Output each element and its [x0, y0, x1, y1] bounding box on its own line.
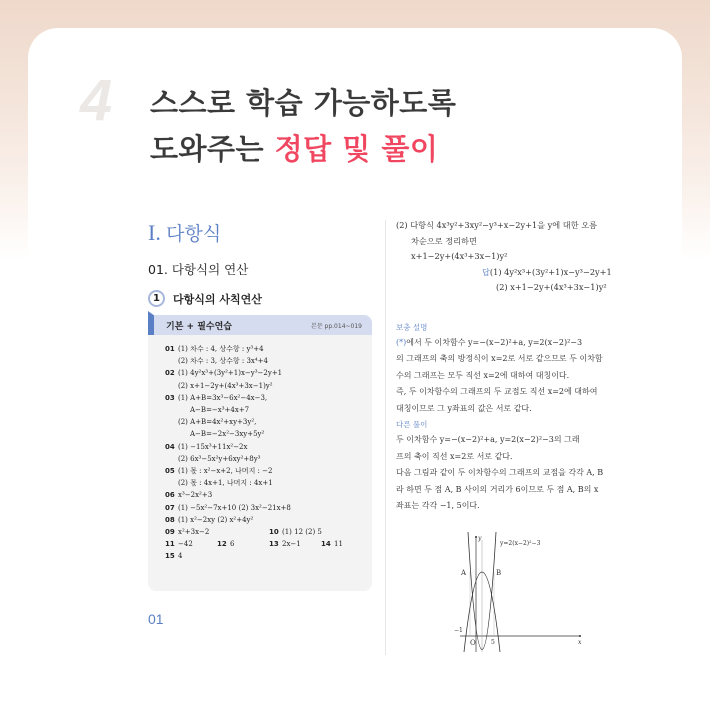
- practice-box: [148, 315, 372, 591]
- column-divider: [385, 220, 386, 655]
- answer-row: 15 4: [165, 552, 183, 561]
- section-title: 01. 다항식의 연산: [148, 262, 249, 277]
- alternate-solution-heading: 다른 풀이: [396, 420, 428, 429]
- y-axis-label: y: [478, 535, 482, 542]
- answer-row: A−B=−x³+4x+7: [190, 406, 250, 415]
- answer-row: 03 (1) A+B=3x³−6x²−4x−3,: [165, 393, 268, 402]
- supplement-body: (*)에서 두 이차함수 y=−(x−2)²+a, y=2(x−2)²−3 의 그래프의 축의 방정식이 x=2로 서로 같으므로 두 이차함 수의 그래프는 모두 직선 x=2에 대하여 대칭이다. 즉, 두 이차함수의 그래프의 두 교점도 직선 x=2에 대하여 대칭이므로 그 y좌표의 값은 서로 같다.: [396, 337, 603, 413]
- answer-row: 02 (1) 4y²x³+(3y²+1)x−y³−2y+1: [165, 369, 283, 378]
- hero-title-prefix: 도와주는: [150, 132, 275, 166]
- hero-title-accent: 정답 및 풀이: [274, 132, 439, 166]
- hero-title-line2: [150, 126, 456, 172]
- subsection-label: 다항식의 사칙연산: [173, 292, 262, 306]
- answer-row: (2) 몫 : 4x+1, 나머지 : 4x+1: [178, 479, 273, 488]
- chapter-title: [148, 218, 372, 250]
- curve-label: y=2(x−2)²−3: [500, 540, 541, 547]
- answer-row: 06 x³−2x²+3: [165, 491, 213, 500]
- practice-title: 기본 + 필수연습: [166, 321, 232, 332]
- answer-line: 답(1) 4y²x³+(3y²+1)x−y³−2y+1: [482, 266, 612, 277]
- answer-row: 05 (1) 몫 : x²−x+2, 나머지 : −2: [165, 467, 273, 476]
- answer-row: 09 x²+3x−2 10 (1) 12 (2) 5: [165, 528, 322, 537]
- answer-row: (2) 차수 : 3, 상수항 : 3x⁴+4: [178, 357, 268, 366]
- solution-line: (2) 다항식 4x³y²+3xy²−y³+x−2y+1을 y에 대한 오름: [396, 220, 598, 230]
- solution-line: 차순으로 정리하면: [411, 235, 477, 246]
- hero-title-line1: 스스로 학습 가능하도록: [150, 86, 457, 120]
- hero-number: 4: [80, 68, 113, 133]
- answer-row: 04 (1) −15x³+11x²−2x: [165, 442, 248, 451]
- supplement-heading: 보충 설명: [396, 322, 428, 332]
- practice-page-ref: 본문 pp.014~019: [311, 322, 362, 330]
- parabola-graph: [448, 532, 588, 657]
- answer-row: (2) A+B=4x²+xy+3y²,: [178, 418, 257, 427]
- alternate-solution-body: 두 이차함수 y=−(x−2)²+a, y=2(x−2)²−3의 그래 프의 축이 직선 x=2로 서로 같다. 다음 그림과 같이 두 이차함수의 그래프의 교점을 각각 A, B 라 하면 두 점 A, B 사이의 거리가 6이므로 두 점 A, B의 x 좌표는 각각 −1, 5이다.: [396, 435, 604, 510]
- hero-title: [150, 80, 456, 172]
- circle-number-icon: 1: [148, 290, 165, 307]
- left-column: [148, 218, 372, 627]
- origin-label: O: [470, 639, 476, 647]
- subsection-title: [148, 290, 372, 307]
- chapter-name: 다항식: [160, 224, 222, 245]
- answer-row: 08 (1) x²−2xy (2) x²+4y²: [165, 515, 254, 524]
- chapter-roman: I.: [148, 220, 161, 245]
- point-b-label: B: [496, 569, 502, 577]
- page-number: 01: [148, 611, 164, 627]
- answer-row: 11 −42 12 6 13 2x−1 14 11: [165, 540, 343, 549]
- solution-line: x+1−2y+(4x³+3x−1)y²: [411, 251, 508, 261]
- right-column: [396, 218, 632, 647]
- tick-neg1-label: −1: [454, 627, 463, 634]
- point-a-label: A: [461, 569, 467, 577]
- answer-list: [148, 335, 372, 563]
- answer-row: 07 (1) −5x²−7x+10 (2) 3x²−21x+8: [165, 503, 291, 512]
- answer-row: (2) 6x³−5x²y+6xy²+8y³: [178, 454, 261, 463]
- answer-row: (2) x+1−2y+(4x³+3x−1)y²: [178, 381, 273, 390]
- answer-line: (2) x+1−2y+(4x³+3x−1)y²: [496, 282, 607, 292]
- x-axis-label: x: [578, 639, 582, 646]
- answer-row: 01 (1) 차수 : 4, 상수항 : y³+4: [165, 345, 264, 353]
- answer-row: A−B=−2x²−3xy+5y²: [190, 430, 265, 439]
- practice-header: [148, 315, 372, 335]
- tick-5-label: 5: [491, 639, 495, 646]
- answer-label: 답: [482, 266, 490, 277]
